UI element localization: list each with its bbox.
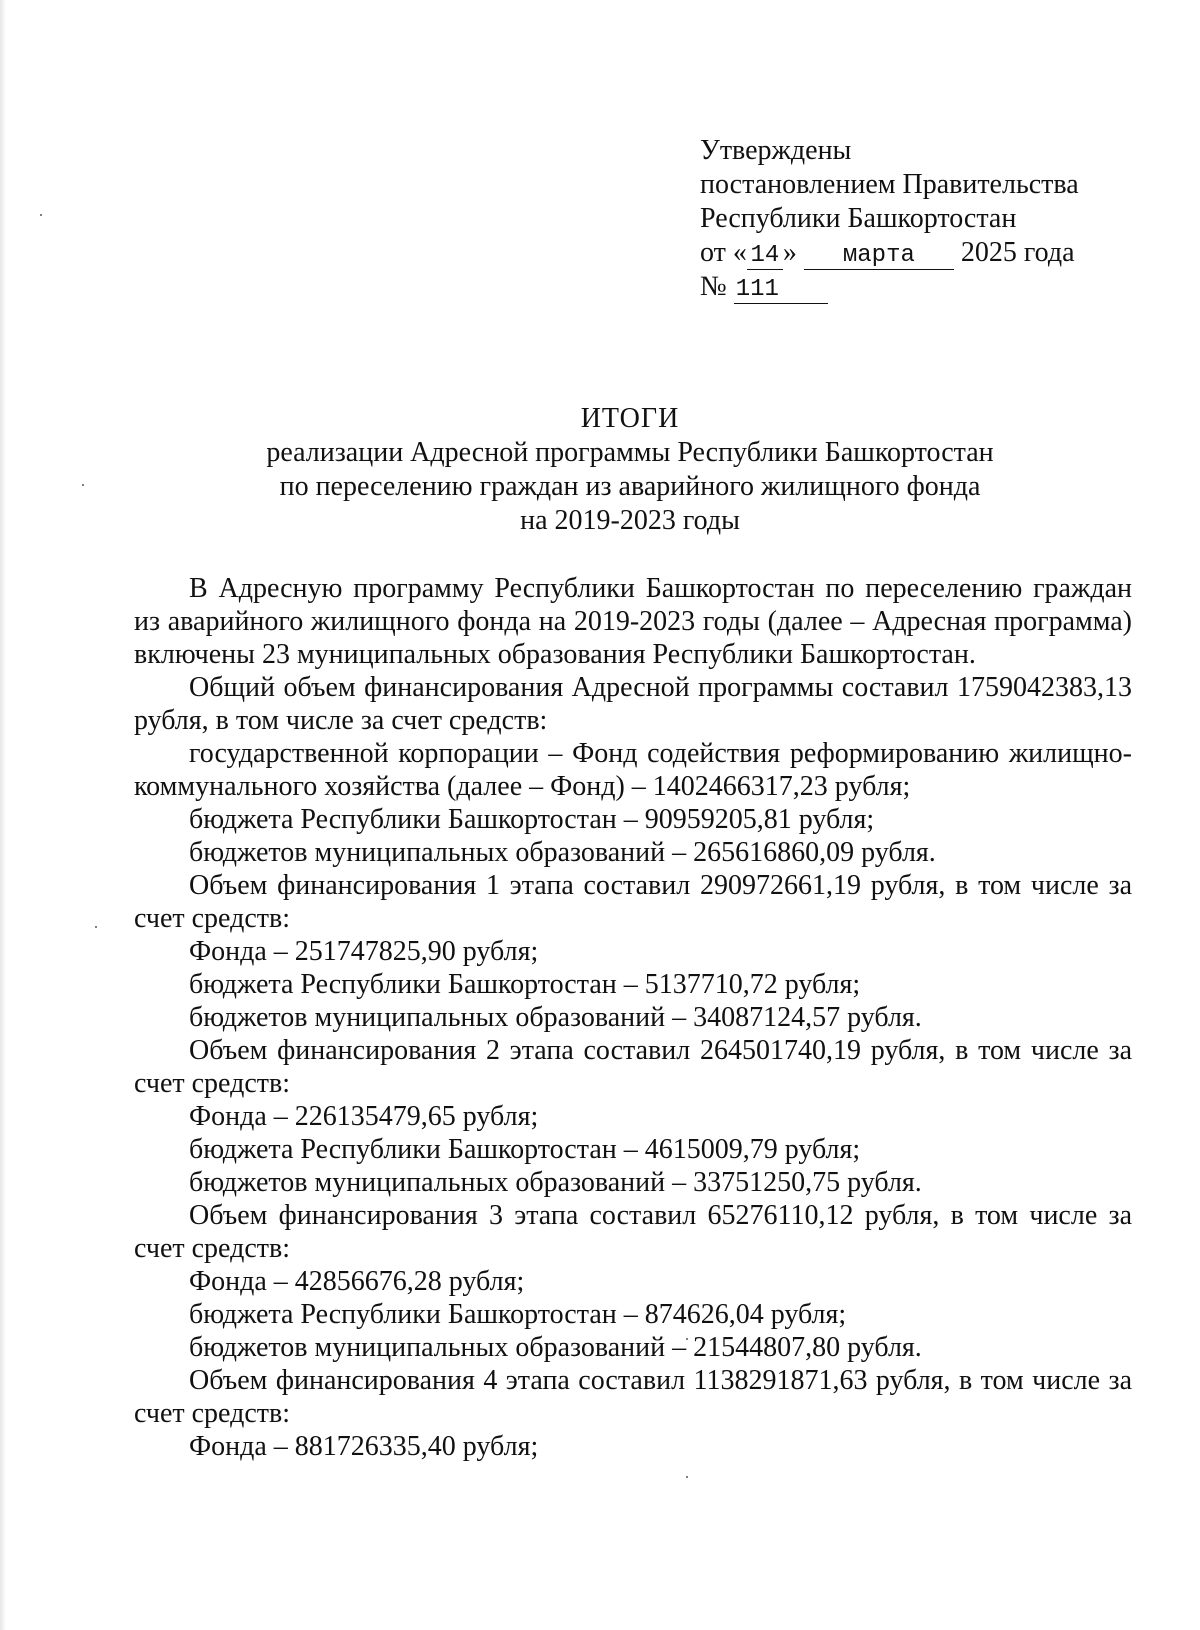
document-subtitle-line-2: по переселению граждан из аварийного жилищного фонда bbox=[279, 471, 981, 502]
approval-line-republic: Республики Башкортостан bbox=[700, 203, 1017, 234]
paragraph-stage-1-fund: Фонда – 251747825,90 рубля; bbox=[189, 936, 539, 967]
scan-speck bbox=[40, 214, 42, 216]
paragraph-republic-budget-total: бюджета Республики Башкортостан – 90959205,81 рубля; bbox=[189, 804, 875, 835]
date-year: 2025 года bbox=[960, 237, 1075, 268]
document-body bbox=[134, 572, 1132, 1463]
paragraph-stage-1-republic: бюджета Республики Башкортостан – 5137710,72 рубля; bbox=[189, 969, 861, 1000]
approval-line-approved: Утверждены bbox=[700, 135, 852, 166]
paragraph-total-funding: Общий объем финансирования Адресной программы составил 1759042383,13 рубля, в том числе за счет средств: bbox=[134, 672, 1132, 736]
paragraph-stage-2: Объем финансирования 2 этапа составил 264501740,19 рубля, в том числе за счет средств: bbox=[134, 1035, 1132, 1099]
paragraph-stage-3-fund: Фонда – 42856676,28 рубля; bbox=[189, 1266, 525, 1297]
paragraph-stage-4-fund: Фонда – 881726335,40 рубля; bbox=[189, 1431, 539, 1462]
document-title: ИТОГИ bbox=[580, 403, 680, 434]
paragraph-stage-4: Объем финансирования 4 этапа составил 1138291871,63 рубля, в том числе за счет средств: bbox=[134, 1365, 1132, 1429]
approval-block bbox=[700, 134, 1170, 304]
document-title-block bbox=[130, 402, 1130, 538]
scan-speck bbox=[82, 484, 84, 486]
paragraph-intro: В Адресную программу Республики Башкортостан по переселению граждан из аварийного жилищного фонда на 2019-2023 годы (далее – Адресная программа) включены 23 муниципальных образования Республики Башкортостан. bbox=[134, 573, 1132, 670]
date-prefix: от « bbox=[700, 237, 747, 268]
paragraph-stage-3-republic: бюджета Республики Башкортостан – 874626,04 рубля; bbox=[189, 1299, 847, 1330]
approval-date-line bbox=[700, 236, 1170, 270]
scan-speck bbox=[686, 1476, 688, 1478]
paragraph-stage-2-republic: бюджета Республики Башкортостан – 4615009,79 рубля; bbox=[189, 1134, 861, 1165]
paragraph-stage-1: Объем финансирования 1 этапа составил 290972661,19 рубля, в том числе за счет средств: bbox=[134, 870, 1132, 934]
paragraph-municipal-budget-total: бюджетов муниципальных образований – 265616860,09 рубля. bbox=[189, 837, 936, 868]
paragraph-stage-1-municipal: бюджетов муниципальных образований – 34087124,57 рубля. bbox=[189, 1002, 922, 1033]
paragraph-fund-total: государственной корпорации – Фонд содействия реформированию жилищно-коммунального хозяйства (далее – Фонд) – 1402466317,23 рубля; bbox=[134, 738, 1132, 802]
approval-line-resolution: постановлением Правительства bbox=[700, 169, 1079, 200]
number-prefix: № bbox=[700, 271, 727, 302]
approval-number-line bbox=[700, 270, 1170, 304]
scan-edge-shadow bbox=[0, 0, 6, 1630]
date-day: 14 bbox=[747, 243, 783, 270]
date-month: марта bbox=[804, 243, 954, 270]
date-mid: » bbox=[782, 237, 797, 268]
paragraph-stage-3-municipal: бюджетов муниципальных образований – 21544807,80 рубля. bbox=[189, 1332, 922, 1363]
document-subtitle-line-1: реализации Адресной программы Республики Башкортостан bbox=[266, 437, 994, 468]
paragraph-stage-2-fund: Фонда – 226135479,65 рубля; bbox=[189, 1101, 539, 1132]
scan-speck bbox=[95, 926, 97, 928]
document-number: 111 bbox=[734, 277, 828, 304]
document-subtitle-line-3: на 2019-2023 годы bbox=[520, 505, 740, 536]
paragraph-stage-2-municipal: бюджетов муниципальных образований – 33751250,75 рубля. bbox=[189, 1167, 922, 1198]
paragraph-stage-3: Объем финансирования 3 этапа составил 65276110,12 рубля, в том числе за счет средств: bbox=[134, 1200, 1132, 1264]
